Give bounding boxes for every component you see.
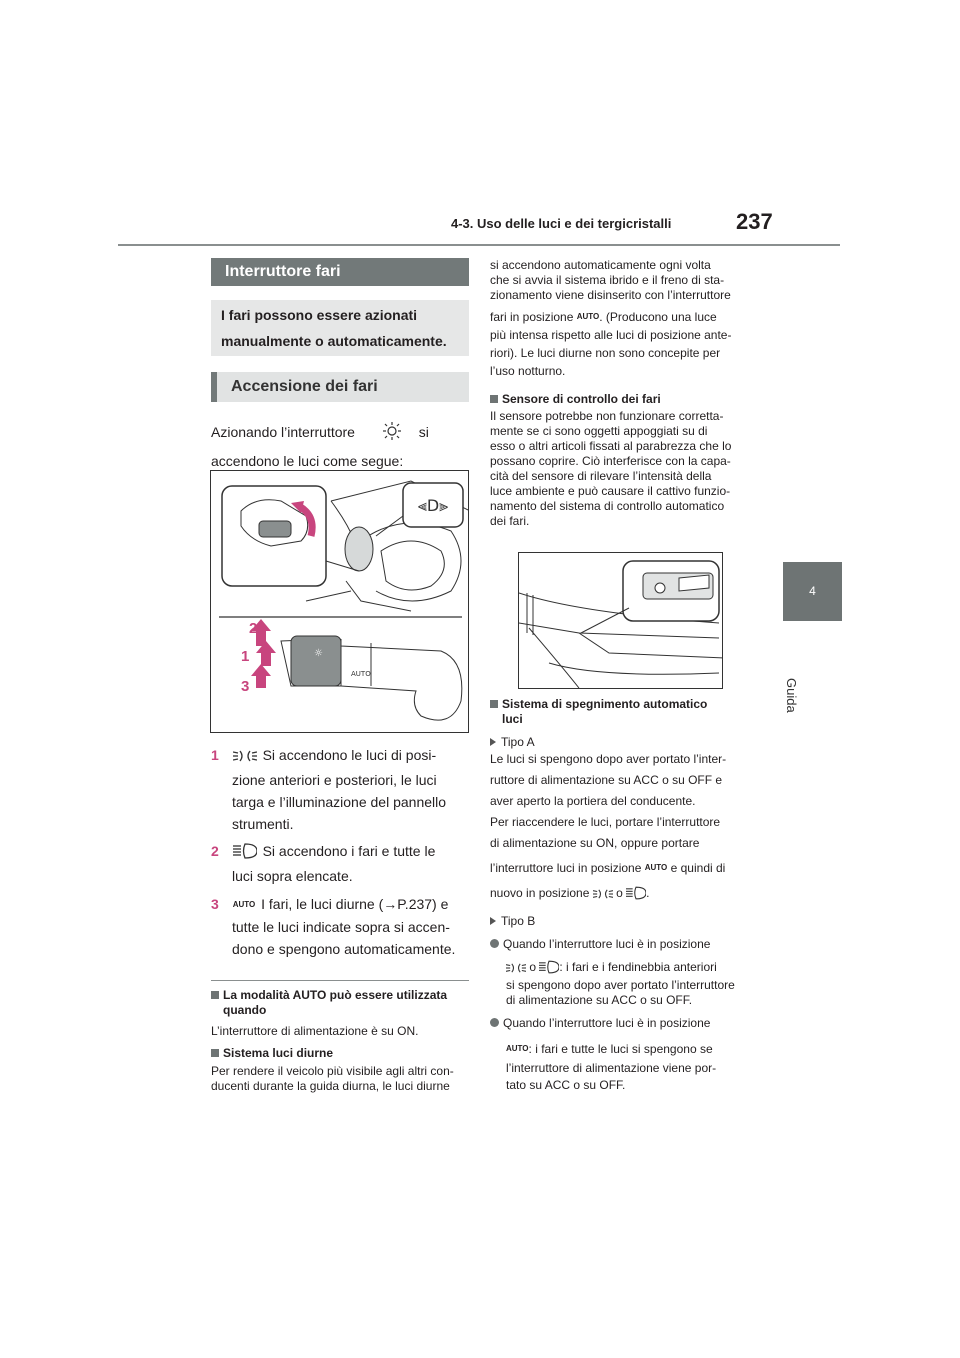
headlight-icon	[539, 960, 559, 978]
tipo-a-line-5: di alimentazione su ON, oppure portare	[490, 836, 700, 850]
sensor-title: Sensore di controllo dei fari	[502, 392, 661, 406]
tipo-a-l7c: .	[646, 886, 650, 900]
note-diurne-line-2: ducenti durante la guida diurna, le luci diurne	[211, 1079, 450, 1093]
tipo-a: Tipo A	[501, 735, 535, 749]
b1-line-1: si spengono dopo aver portato l’interruttore	[506, 978, 735, 992]
note-auto-text: L’interruttore di alimentazione è su ON.	[211, 1024, 419, 1038]
item-3-line-1: I fari, le luci diurne (→P.237) e	[261, 896, 449, 912]
sensor-line-5: cità del sensore di rilevare l’intensità della	[490, 469, 712, 483]
item-3-line-2: tutte le luci indicate sopra si accen-	[232, 919, 450, 935]
cont2-b: . (Producono una luce	[599, 310, 717, 324]
item-3-number: 3	[211, 896, 219, 912]
item-3	[211, 893, 473, 960]
b1-b: : i fari e i fendinebbia anteriori	[559, 960, 717, 974]
item-1-line-1: Si accendono le luci di posi-	[262, 747, 437, 763]
page-number: 237	[736, 209, 773, 234]
item-2	[211, 840, 473, 887]
figure-label-1: 1	[241, 648, 250, 665]
parking-lights-icon	[506, 962, 526, 978]
item-1-line-3: targa e l’illuminazione del pannello	[232, 794, 447, 810]
figure-headlight-switch	[210, 470, 469, 733]
chapter-label-text: Guida	[784, 678, 799, 713]
auto-off-title-1: Sistema di spegnimento automatico	[502, 697, 708, 711]
circle-bullet-icon	[490, 1018, 499, 1027]
tipo-a-l7a: nuovo in posizione	[490, 886, 590, 900]
figure-headlight-switch-drawing	[211, 471, 469, 733]
auto-icon: AUTO	[232, 900, 256, 909]
triangle-bullet-icon	[490, 738, 496, 746]
chapter-tab: 4	[783, 562, 842, 621]
tipo-a-line-3: aver aperto la portiera del conducente.	[490, 794, 696, 808]
b2-title: Quando l’interruttore luci è in posizione	[503, 1016, 711, 1030]
sensor-line-2: mente se ci sono oggetti appoggiati su di	[490, 424, 708, 438]
tipo-a-l6b: e quindi di	[670, 861, 726, 875]
lead-paragraph	[211, 419, 471, 474]
b1-a: o	[529, 960, 537, 974]
intro-line-2: manualmente o automaticamente.	[221, 333, 447, 349]
sensor-line-8: dei fari.	[490, 514, 530, 528]
b2-line-1: l’interruttore di alimentazione viene por-	[506, 1061, 717, 1075]
cont3-line-3: l’uso notturno.	[490, 364, 566, 378]
square-bullet-icon	[490, 395, 498, 403]
item-1-line-2: zione anteriori e posteriori, le luci	[232, 772, 437, 788]
b1-title: Quando l’interruttore luci è in posizione	[503, 937, 711, 951]
item-3-line-3: dono e spengono automaticamente.	[232, 941, 456, 957]
sensor-line-7: namento del sistema di controllo automatico	[490, 499, 725, 513]
b2-a: : i fari e tutte le luci si spengono se	[528, 1042, 713, 1056]
figure-label-3: 3	[241, 678, 250, 695]
parking-lights-icon	[233, 747, 257, 769]
figure-sensor-drawing	[519, 553, 723, 689]
auto-icon: AUTO	[644, 863, 668, 872]
heading-interruttore-fari: Interruttore fari	[211, 258, 469, 286]
svg-text:☼: ☼	[314, 648, 323, 659]
tipo-a-line-2: ruttore di alimentazione su ACC o su OFF e	[490, 773, 723, 787]
lead-part1: Azionando l’interruttore	[211, 424, 355, 440]
tipo-a-line-1: Le luci si spengono dopo aver portato l’inter-	[490, 752, 727, 766]
note-diurne-title: Sistema luci diurne	[223, 1046, 334, 1060]
light-switch-icon	[381, 422, 403, 448]
circle-bullet-icon	[490, 939, 499, 948]
cont3-line-2: riori). Le luci diurne non sono concepite per	[490, 346, 721, 360]
note-auto-title-1: La modalità AUTO può essere utilizzata	[223, 988, 448, 1002]
b1-line-2: di alimentazione su ACC o su OFF.	[506, 993, 693, 1007]
sensor-line-1: Il sensore potrebbe non funzionare corretta-	[490, 409, 724, 423]
square-bullet-icon	[211, 1049, 219, 1057]
tipo-a-l7b: o	[616, 886, 623, 900]
sensor-note	[490, 392, 760, 529]
chapter-label	[784, 628, 833, 713]
lead-part2: si	[418, 424, 429, 440]
lead-line2: accendono le luci come segue:	[211, 453, 404, 469]
figure-label-2: 2	[249, 620, 258, 637]
figure-sensor	[518, 552, 723, 689]
cont3-line-1: più intensa rispetto alle luci di posizione ante-	[490, 328, 732, 342]
item-1-number: 1	[211, 747, 219, 763]
note-auto	[211, 988, 473, 1039]
auto-icon: AUTO	[506, 1044, 529, 1053]
section-title: 4-3. Uso delle luci e dei tergicristalli	[451, 216, 672, 231]
square-bullet-icon	[490, 700, 498, 708]
tipo-a-l6a: l’interruttore luci in posizione	[490, 861, 642, 875]
auto-icon: AUTO	[576, 312, 600, 321]
item-1-line-4: strumenti.	[232, 816, 294, 832]
sensor-line-6: luce ambiente e può causare il cattivo funzio-	[490, 484, 731, 498]
cont-line-3: zionamento viene disinserito con l’interruttore	[490, 288, 731, 302]
notes-divider	[211, 980, 469, 981]
b2-line-2: tato su ACC o su OFF.	[506, 1078, 626, 1092]
item-2-line-2: luci sopra elencate.	[232, 868, 353, 884]
cont-line-1: si accendono automaticamente ogni volta	[490, 258, 711, 272]
svg-text:⫷D⫸: ⫷D⫸	[417, 496, 449, 515]
tipo-b: Tipo B	[501, 914, 536, 928]
intro-box	[211, 300, 469, 356]
right-continuation	[490, 258, 760, 379]
note-diurne-line-1: Per rendere il veicolo più visibile agli altri con-	[211, 1064, 454, 1078]
parking-lights-icon	[593, 888, 613, 904]
svg-text:AUTO: AUTO	[351, 670, 371, 678]
item-2-number: 2	[211, 843, 219, 859]
item-1	[211, 744, 473, 835]
headlight-icon	[233, 843, 257, 865]
heading-accensione-fari: Accensione dei fari	[211, 372, 469, 402]
intro-line-1: I fari possono essere azionati	[221, 307, 418, 323]
auto-off-section	[490, 697, 760, 1093]
headlight-icon	[626, 886, 646, 904]
tipo-a-line-4: Per riaccendere le luci, portare l’interruttore	[490, 815, 721, 829]
auto-off-title-2: luci	[502, 712, 523, 726]
sensor-line-3: esso o altri articoli fissati al parabrezza che lo	[490, 439, 732, 453]
item-2-line-1: Si accendono i fari e tutte le	[262, 843, 436, 859]
note-diurne	[211, 1046, 473, 1094]
note-auto-title-2: quando	[223, 1003, 267, 1017]
cont-line-2: che si avvia il sistema ibrido e il freno di sta-	[490, 273, 725, 287]
header-rule	[118, 244, 840, 246]
sensor-line-4: possano coprire. Ciò interferisce con la capa-	[490, 454, 731, 468]
square-bullet-icon	[211, 991, 219, 999]
cont2-a: fari in posizione	[490, 310, 574, 324]
triangle-bullet-icon	[490, 917, 496, 925]
